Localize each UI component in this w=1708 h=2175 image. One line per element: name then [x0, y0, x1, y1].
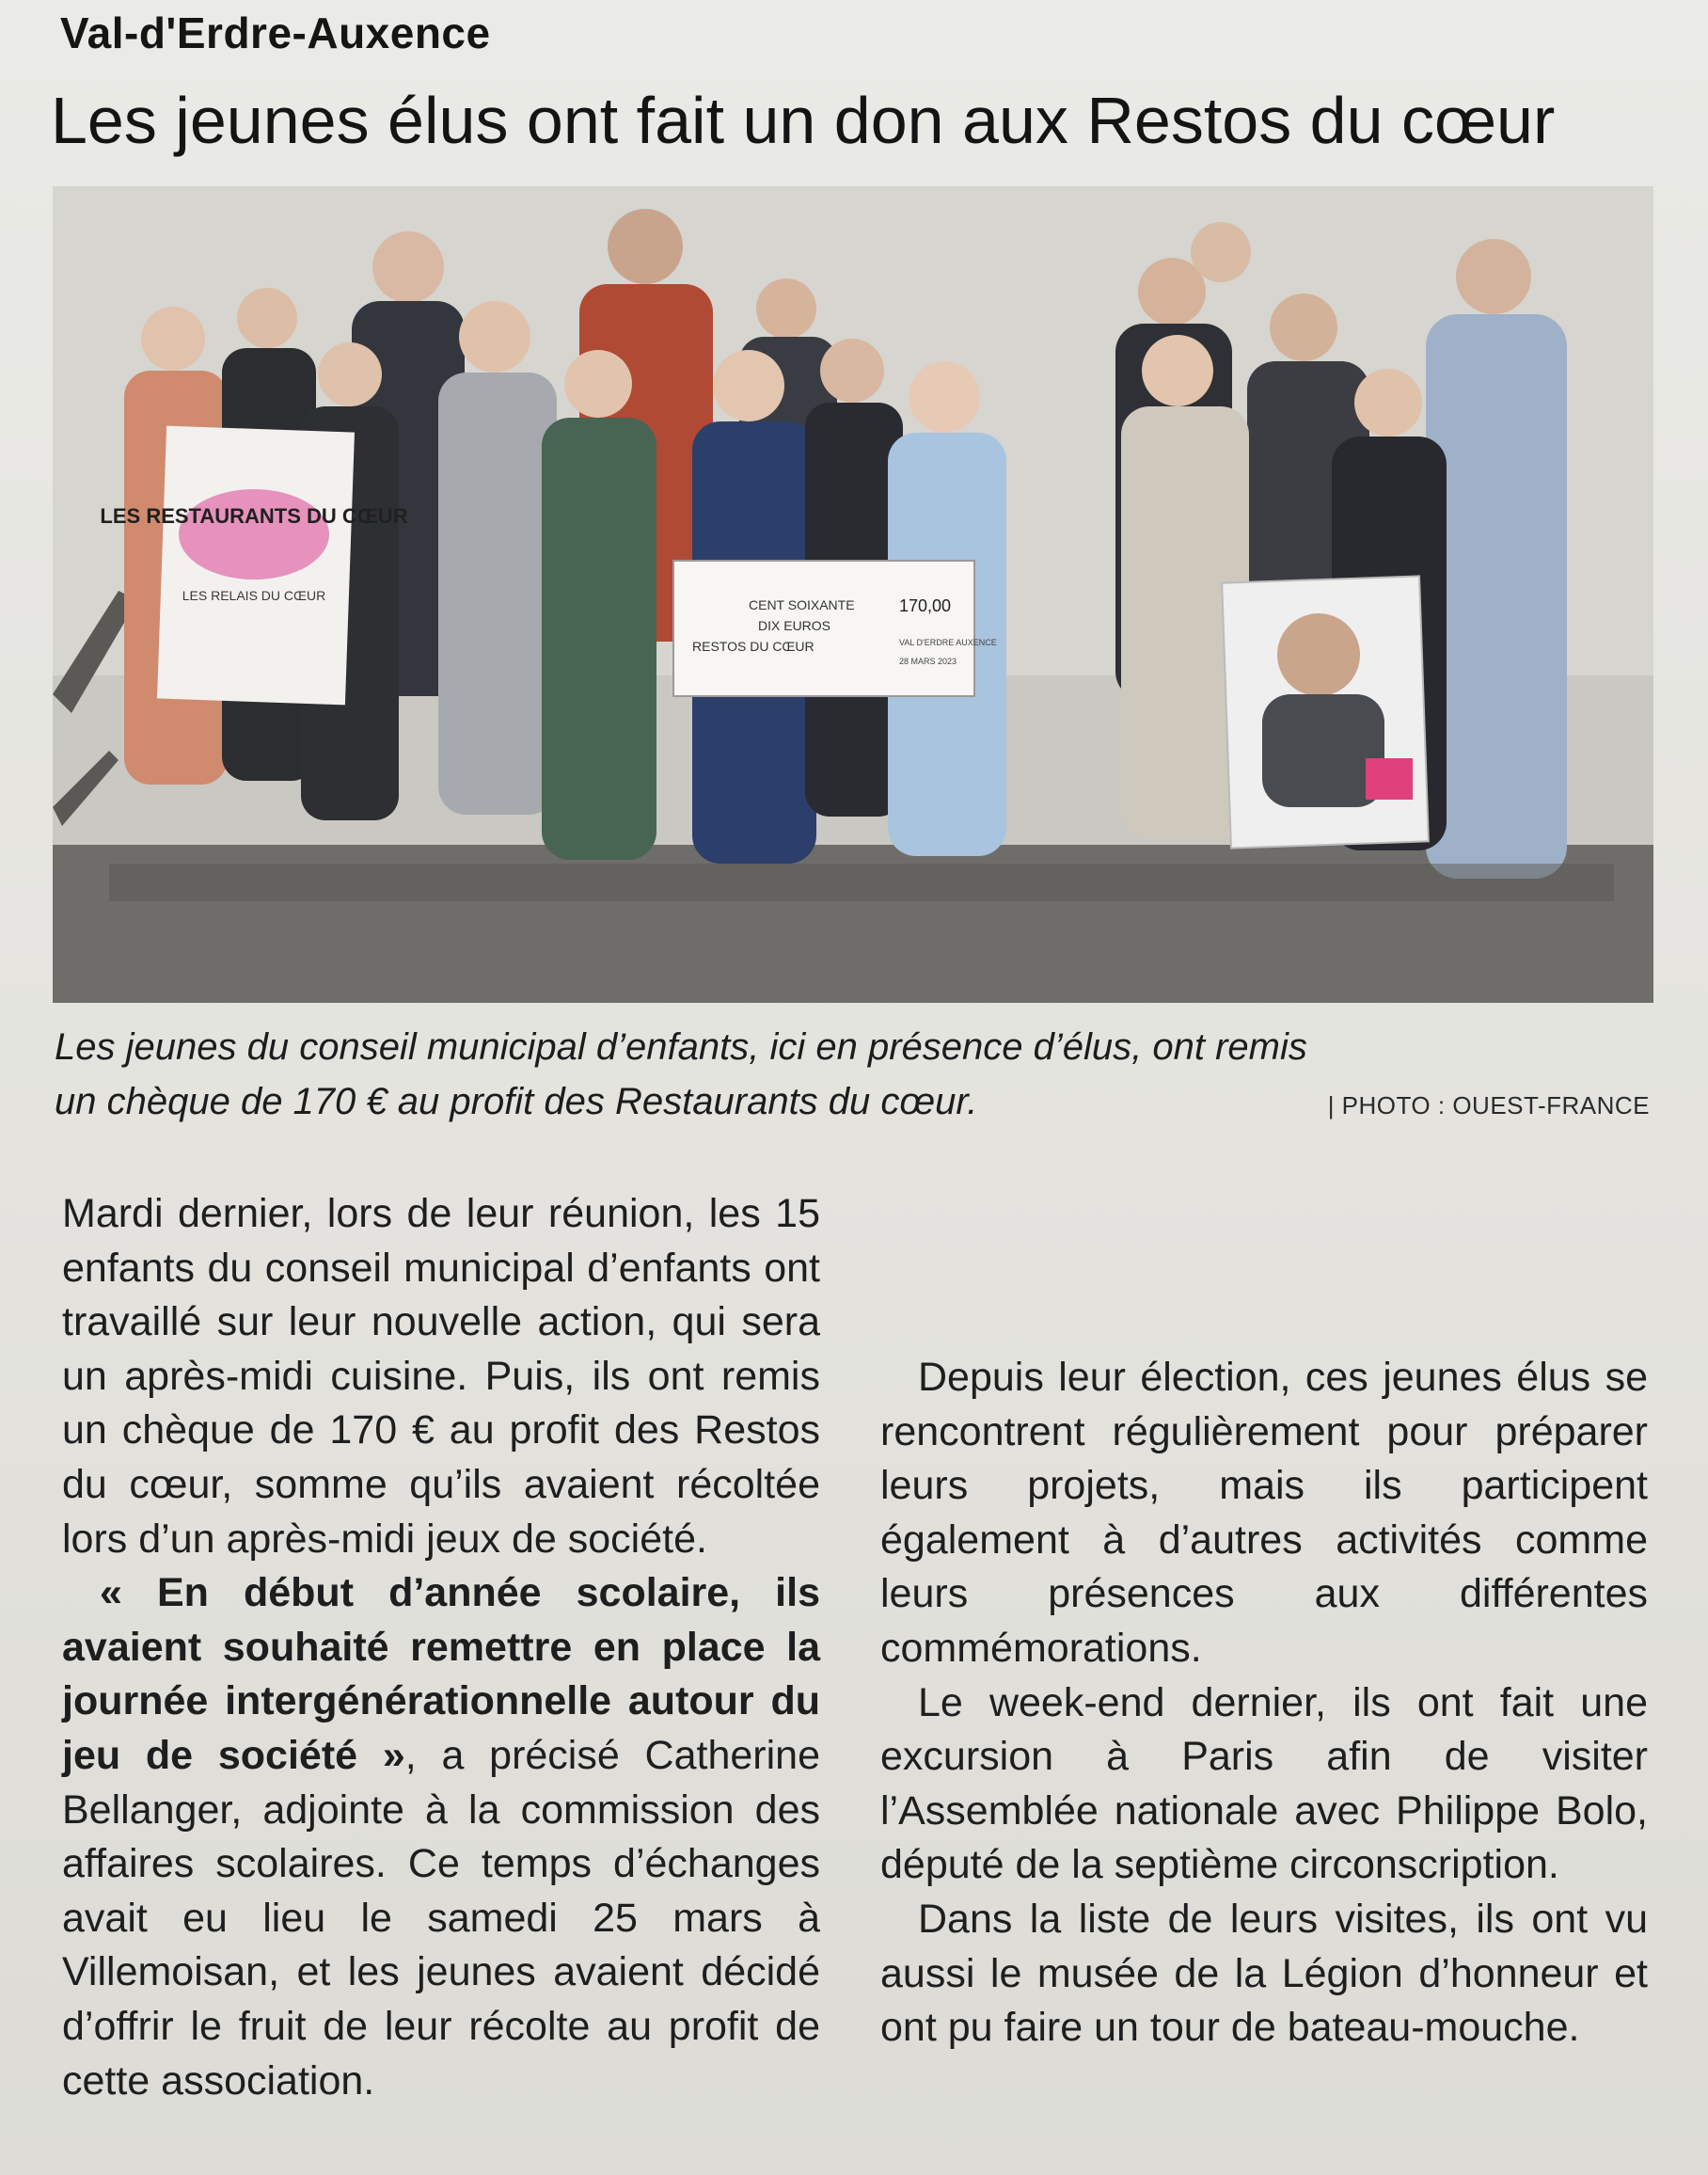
article-column-left — [62, 1187, 820, 2108]
paragraph-2-quote: « En début d’année scolaire, ils avaient souhaité remettre en place la journée intergénérationnelle autour du jeu de société » — [62, 1570, 820, 1778]
giant-cheque — [673, 561, 997, 696]
caption-line-1: Les jeunes du conseil municipal d’enfants, ici en présence d’élus, ont remis — [55, 1026, 1307, 1068]
headline: Les jeunes élus ont fait un don aux Restos du cœur — [51, 84, 1556, 157]
portrait-poster — [1222, 576, 1429, 848]
paragraph-1: Mardi dernier, lors de leur réunion, les 15 enfants du conseil municipal d’enfants ont travaillé sur leur nouvelle action, qui sera un après-midi cuisine. Puis, ils ont remis un chèque de 170 € au profit des Restos du cœur, somme qu’ils avaient récoltée lors d’un après-midi jeux de société. — [62, 1191, 820, 1562]
paragraph-2-rest: , a précisé Catherine Bellanger, adjointe à la commission des affaires scolaires. Ce temps d’échanges avait eu lieu le samedi 25 mars à Villemoisan, et les jeunes avaient décidé d’offrir le fruit de leur récolte au profit de cette association. — [62, 1732, 820, 2104]
banner-subtitle: LES RELAIS DU CŒUR — [182, 588, 326, 603]
group-photo-illustration — [53, 186, 1653, 1003]
cheque-place: VAL D'ERDRE AUXENCE — [899, 638, 997, 647]
article-column-right — [880, 1351, 1648, 2056]
caption-line-2: un chèque de 170 € au profit des Restaurants du cœur. — [55, 1081, 978, 1122]
cheque-amount: 170,00 — [899, 596, 952, 615]
banner-title: LES RESTAURANTS DU CŒUR — [100, 504, 408, 528]
cheque-date: 28 MARS 2023 — [899, 657, 957, 666]
paragraph-2 — [62, 1566, 820, 2108]
paragraph-4: Le week-end dernier, ils ont fait une excursion à Paris afin de visiter l’Assemblée nationale avec Philippe Bolo, député de la septième circonscription. — [880, 1679, 1648, 1888]
paragraph-5: Dans la liste de leurs visites, ils ont vu aussi le musée de la Légion d’honneur et ont pu faire un tour de bateau-mouche. — [880, 1896, 1648, 2051]
photo-credit: | PHOTO : OUEST-FRANCE — [1327, 1091, 1650, 1119]
article-photo — [53, 186, 1653, 1003]
cheque-words-line1: CENT SOIXANTE — [749, 597, 855, 612]
kicker-locality: Val-d'Erdre-Auxence — [60, 8, 491, 57]
cheque-payee: RESTOS DU CŒUR — [692, 639, 814, 654]
paragraph-3: Depuis leur élection, ces jeunes élus se rencontrent régulièrement pour préparer leurs projets, mais ils participent également à d’autres activités comme leurs présences aux différentes commémorations. — [880, 1355, 1648, 1671]
cheque-words-line2: DIX EUROS — [758, 618, 831, 633]
